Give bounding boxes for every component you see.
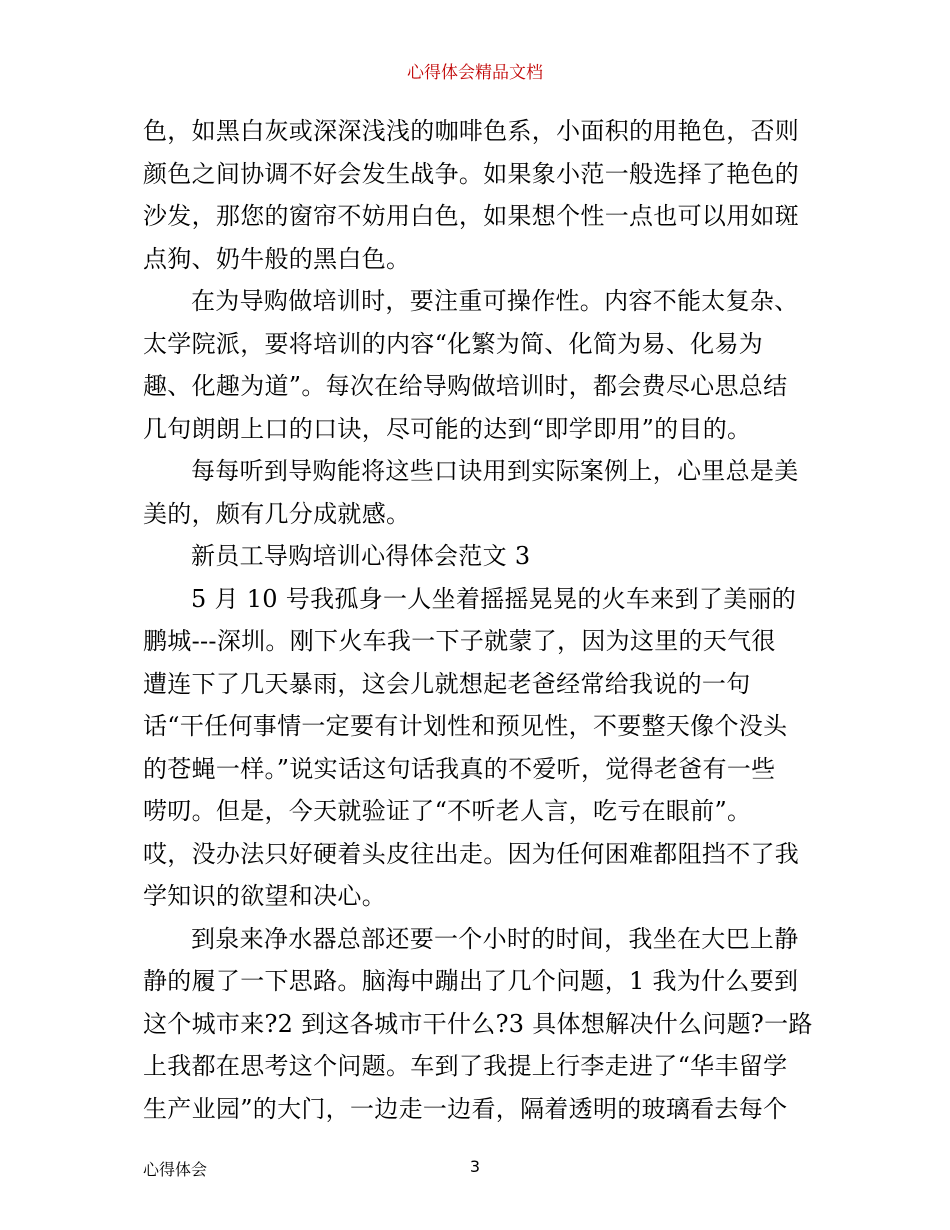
section-heading: 新员工导购培训心得体会范文 3	[191, 542, 531, 570]
document-body	[143, 110, 813, 1130]
text-line: 的苍蝇一样。”说实话这句话我真的不爱听，觉得老爸有一些	[143, 754, 776, 783]
text-line: 沙发，那您的窗帘不妨用白色，如果想个性一点也可以用如斑	[143, 202, 800, 230]
text-line: 趣、化趣为道”。每次在给导购做培训时，都会费尽心思总结	[143, 372, 788, 400]
footer-label: 心得体会	[143, 1160, 208, 1179]
text-line: 鹏城---深圳。刚下火车我一下子就蒙了，因为这里的天气很	[143, 627, 776, 655]
text-line: 色，如黑白灰或深深浅浅的咖啡色系，小面积的用艳色，否则	[143, 117, 800, 145]
text-line: 上我都在思考这个问题。车到了我提上行李走进了“华丰留学	[143, 1052, 788, 1080]
text-line: 生产业园”的大门，一边走一边看，隔着透明的玻璃看去每个	[143, 1094, 788, 1123]
text-line: 哎，没办法只好硬着头皮往出走。因为任何困难都阻挡不了我	[143, 839, 800, 868]
text-line: 太学院派，要将培训的内容“化繁为简、化简为易、化易为	[143, 329, 764, 358]
text-line: 每每听到导购能将这些口诀用到实际案例上，心里总是美	[191, 457, 799, 485]
text-line: 几句朗朗上口的口诀，尽可能的达到“即学即用”的目的。	[143, 414, 752, 443]
text-line: 颜色之间协调不好会发生战争。如果象小范一般选择了艳色的	[143, 159, 800, 188]
page-number: 3	[469, 1157, 481, 1176]
text-line: 学知识的欲望和决心。	[143, 882, 386, 910]
text-line: 在为导购做培训时，要注重可操作性。内容不能太复杂、	[191, 287, 799, 315]
text-line: 点狗、奶牛般的黑白色。	[143, 244, 411, 273]
text-line: 话“干任何事情一定要有计划性和预见性，不要整天像个没头	[143, 712, 788, 740]
page-header-title: 心得体会精品文档	[407, 63, 543, 83]
text-line: 到泉来净水器总部还要一个小时的时间，我坐在大巴上静	[191, 924, 799, 953]
text-line: 美的，颇有几分成就感。	[143, 499, 411, 528]
text-line: 唠叨。但是，今天就验证了“不听老人言，吃亏在眼前”。	[143, 797, 752, 825]
text-line: 静的履了一下思路。脑海中蹦出了几个问题，1 我为什么要到	[143, 967, 799, 995]
text-line: 5 月 10 号我孤身一人坐着摇摇晃晃的火车来到了美丽的	[191, 584, 797, 613]
text-line: 这个城市来?2 到这各城市干什么?3 具体想解决什么问题?一路	[143, 1009, 813, 1038]
text-line: 遭连下了几天暴雨，这会儿就想起老爸经常给我说的一句	[143, 669, 751, 698]
